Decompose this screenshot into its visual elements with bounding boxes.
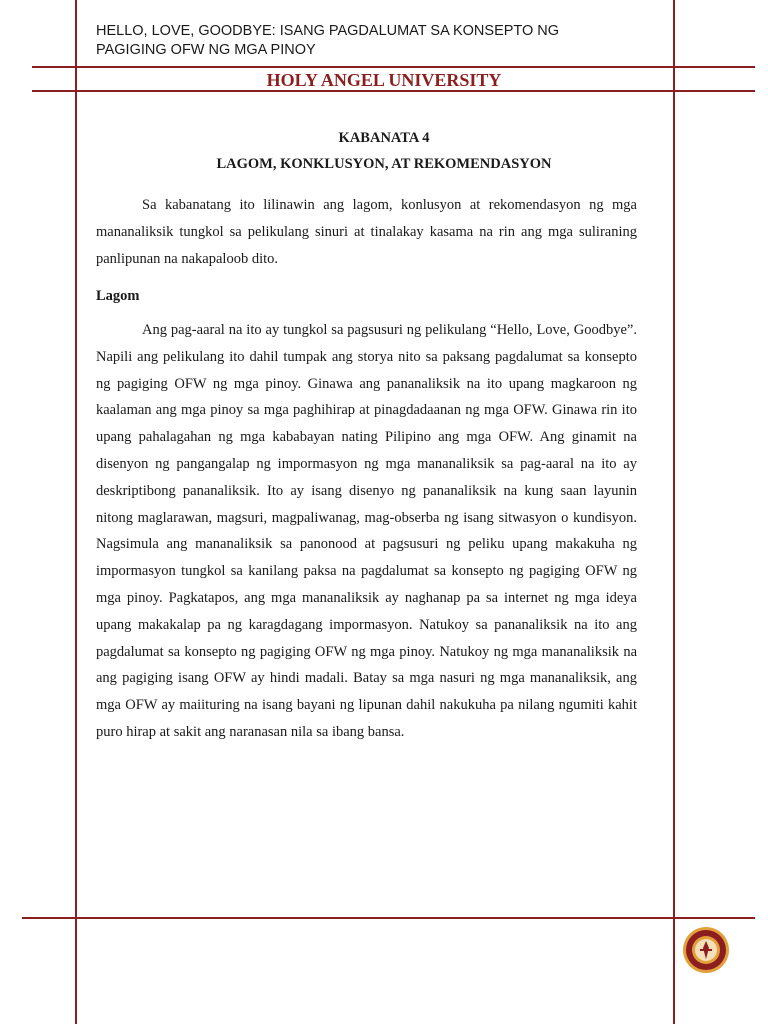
section-heading: Lagom	[96, 288, 140, 304]
document-title: HELLO, LOVE, GOODBYE: ISANG PAGDALUMAT SA KONSEPTO NG PAGIGING OFW NG MGA PINOY	[96, 23, 560, 58]
intro-paragraph: Sa kabanatang ito lilinawin ang lagom, konlusyon at rekomendasyon ng mga mananaliksik tungkol sa pelikulang sinuri at tinalakay kasama na rin ang mga suliraning panlipunan na nakapaloob dito.	[96, 197, 637, 267]
left-margin-rule	[75, 0, 77, 1024]
header-rule-top	[32, 66, 755, 68]
university-seal-icon	[682, 926, 730, 974]
right-margin-rule	[673, 0, 675, 1024]
chapter-title: LAGOM, KONKLUSYON, AT REKOMENDASYON	[216, 156, 552, 172]
footer-rule	[22, 917, 755, 919]
chapter-number: KABANATA 4	[338, 130, 430, 146]
university-name: HOLY ANGEL UNIVERSITY	[266, 70, 502, 90]
body-paragraph: Ang pag-aaral na ito ay tungkol sa pagsusuri ng pelikulang “Hello, Love, Goodbye”. Napili ang pelikulang ito dahil tumpak ang storya nito sa paksang pagdalumat sa konsepto ng pagiging OFW ng mga pinoy. Ginawa ang pananaliksik na ito upang magkaroon ng kaalaman ang mga pinoy sa mga paghihirap at pinagdadaanan ng mga OFW. Ginawa rin ito upang pahalagahan ng mga kababayan nating Pilipino ang mga OFW. Ang ginamit na disenyon ng pangangalap ng impormasyon ng mga mananaliksik sa pag-aaral na ito ay deskriptibong pananaliksik. Ito ay isang disenyo ng pananaliksik na kung saan layunin nitong maglarawan, magsuri, magpaliwanag, mag-obserba ng isang sitwasyon o kundisyon. Nagsimula ang mananaliksik sa panonood at pagsusuri ng peliku upang makakuha ng impormasyon tungkol sa kanilang paksa na pagdalumat sa konsepto ng pagiging OFW ng mga pinoy. Pagkatapos, ang mga mananaliksik ay naghanap pa sa internet ng mga ideya upang makakalap pa ng karagdagang impormasyon. Natukoy sa pananaliksik na ito ang pagdalumat sa konsepto ng pagiging OFW ng mga pinoy. Natukoy ng mga mananaliksik na ang pagiging isang OFW ay hindi madali. Batay sa mga nasuri ng mga mananaliksik, ang mga OFW ay maiituring na isang bayani ng lipunan dahil nakukuha pa nilang ngumiti kahit puro hirap at sakit ang naranasan nila sa ibang bansa.	[96, 322, 637, 740]
